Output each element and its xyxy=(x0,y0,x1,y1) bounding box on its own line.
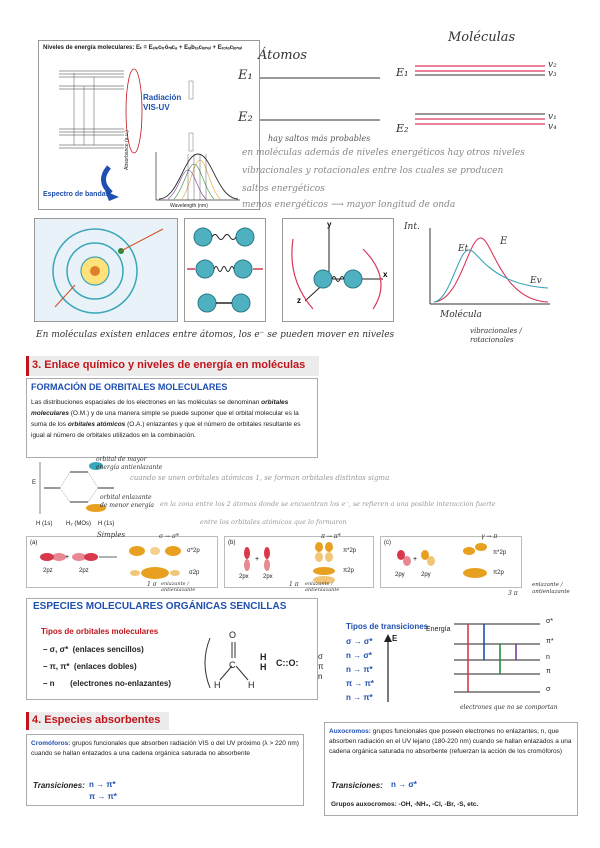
lewis-co: C::O: xyxy=(276,658,299,668)
graph-et-label: Et xyxy=(458,244,469,254)
b-count: 1 π xyxy=(289,581,299,588)
pi-y-svg xyxy=(381,537,521,587)
auxocromos-title: Auxocromos: xyxy=(329,728,371,735)
c-pi-star: π*2p xyxy=(493,550,507,556)
a-sigma-star: σ*2p xyxy=(187,548,200,554)
hw-bonding: orbital enlazante de menor energía xyxy=(100,494,154,509)
svg-text:y: y xyxy=(327,220,332,229)
note-levels-1: en moléculas además de niveles energéticos hay otros niveles xyxy=(242,148,525,158)
molecules-heading: Moléculas xyxy=(448,30,516,45)
a-simples: Simples xyxy=(97,531,126,539)
svg-text:x: x xyxy=(383,270,388,279)
b-2px-2: 2px xyxy=(263,574,273,580)
mol-h1: H xyxy=(214,680,221,690)
b-note: enlazante / antienlazante xyxy=(305,581,340,593)
hw-zone-2: entre los orbitales atómicos que lo formaron xyxy=(200,518,347,526)
a-enl-count: 1 σ xyxy=(147,581,157,588)
crom-t2: π → π* xyxy=(89,792,117,801)
b-pi-star: π*2p xyxy=(343,548,357,554)
lvl-n: n xyxy=(546,654,550,661)
wavelength-axis-label: Wavelength (nm) xyxy=(170,203,208,209)
cromoforos-title: Cromóforos: xyxy=(31,740,71,747)
molecule-bottom-brace: vibracionales / rotacionales xyxy=(470,327,522,344)
energy-arrow xyxy=(382,634,396,704)
panel-b-label: (b) xyxy=(228,540,236,546)
note-levels-3: saltos energéticos xyxy=(242,184,325,194)
panel-a-label: (a) xyxy=(30,540,38,546)
auxocromos-desc: grupos funcionales que poseen electrones no enlazantes, n, que absorben radiación en el UV lejano (180-220 nm) cuando se hallan enlazados a una cadena orgánica saturada no absorbente (refuerzan la acción de los cromóforos) xyxy=(329,728,572,755)
mo-type-2: – π, π* (enlaces dobles) xyxy=(43,662,137,671)
tr-2: n → σ* xyxy=(346,651,372,660)
level-v3: v₃ xyxy=(548,69,557,79)
atom-e1: E₁ xyxy=(238,68,253,83)
aux-t1: n → σ* xyxy=(391,780,417,789)
c-transition: γ → π xyxy=(481,533,498,540)
orbitals-formation-title: FORMACIÓN DE ORBITALES MOLECULARES xyxy=(31,382,228,392)
svg-text:+: + xyxy=(65,554,70,561)
pi-y-orbitals-panel xyxy=(380,533,522,588)
graph-ev-label: Ev xyxy=(530,276,542,286)
atom-molecule-levels xyxy=(250,58,580,138)
p1: Las distribuciones espaciales de los electrones en las moléculas se denominan xyxy=(31,399,260,406)
rotation-svg xyxy=(283,219,393,321)
lewis-structure: H H xyxy=(260,652,267,672)
p2-bold: orbitales atómicos xyxy=(67,421,126,428)
tr-3: n → π* xyxy=(346,665,373,674)
crom-t1: n → π* xyxy=(89,780,116,789)
lvl-sigma: σ xyxy=(546,686,551,693)
legend-sigma: σ xyxy=(318,652,323,661)
atom-e2: E₂ xyxy=(238,110,253,125)
species-hw-note: electrones que no se comportan xyxy=(460,704,558,711)
lvl-sigma-star: σ* xyxy=(546,618,554,625)
p2: (O.M.) y de una manera simple se puede suponer que el orbital molecular es la suma de los xyxy=(31,410,299,428)
mo-type-1: – σ, σ* (enlaces sencillos) xyxy=(43,645,144,654)
radiation-label: Radiación VIS-UV xyxy=(143,93,182,112)
mo-h1: H (1s) xyxy=(36,521,53,527)
absorbance-axis-label: Absorbance (a.u.) xyxy=(124,130,130,170)
c-2py-2: 2py xyxy=(421,572,431,578)
level-v2: v₂ xyxy=(548,60,557,70)
level-v1: v₁ xyxy=(548,112,557,122)
legend-n: n xyxy=(318,672,323,681)
vibration-modes-figure xyxy=(184,218,266,322)
sigma-svg xyxy=(27,537,217,587)
b-transition: π → π* xyxy=(321,533,341,540)
b-2px-1: 2px xyxy=(239,574,249,580)
tr-4: π → π* xyxy=(346,679,374,688)
c-pi: π2p xyxy=(493,570,504,576)
c-2py-1: 2py xyxy=(395,572,405,578)
transitions-title: Tipos de transiciones xyxy=(346,622,429,631)
level-v4: v₄ xyxy=(548,122,557,132)
mo-h3: H (1s) xyxy=(98,521,115,527)
sigma-orbitals-panel xyxy=(26,531,218,593)
aux-groups: Grupos auxocromos: -OH, -NH₂, -Cl, -Br, -S, etc. xyxy=(331,801,479,808)
mo-types-title: Tipos de orbitales moleculares xyxy=(41,627,159,636)
band-spectrum-chart xyxy=(144,148,244,210)
mol-h2: H xyxy=(248,680,255,690)
svg-text:z: z xyxy=(297,296,301,305)
energy-axis-e: E xyxy=(392,634,398,643)
orbitals-formation-text xyxy=(31,397,313,441)
intensity-graph xyxy=(420,222,560,322)
section3-title: 3. Enlace químico y niveles de energía en moléculas xyxy=(32,359,306,371)
orbitals-formation-box xyxy=(26,378,318,458)
molecule-bottom-note: En moléculas existen enlaces entre átomos, los e⁻ se pueden mover en niveles xyxy=(36,330,395,340)
hw-zone: en la zona entre los 2 átomos donde se encuentran los e⁻, se refieren a una posible interacción fuerte xyxy=(160,500,496,508)
lvl-pi-star: π* xyxy=(546,638,554,645)
auxocromos-text xyxy=(329,727,573,757)
svg-text:+: + xyxy=(413,556,418,563)
a-transition: σ → σ* xyxy=(159,533,180,540)
graph-y-label: Int. xyxy=(404,222,420,232)
atoms-heading: Átomos xyxy=(258,48,308,63)
a-2pz-2: 2pz xyxy=(79,568,89,574)
p1-bold: orbitales moleculares xyxy=(31,399,289,417)
crom-trans-label: Transiciones: xyxy=(33,781,85,790)
c-note: enlazante / antienlazante xyxy=(532,582,570,595)
cromoforos-box xyxy=(26,734,304,806)
c-count: 3 π xyxy=(508,590,518,597)
note-probable: hay saltos más probables xyxy=(268,134,371,143)
cromoforos-desc: grupos funcionales que absorben radiación VIS o del UV próximo (λ > 220 nm) cuando se hallan enlazados a una cadena orgánica saturada no absorbente xyxy=(31,740,299,757)
svg-text:+: + xyxy=(255,556,260,563)
tr-5: n → π* xyxy=(346,693,373,702)
mol-c: C xyxy=(229,660,236,670)
hw-sigma: cuando se unen orbitales atómicos 1, se forman orbitales distintos sigma xyxy=(130,474,390,482)
panel-c-label: (c) xyxy=(384,540,391,546)
band-spectrum-label: Espectro de bandas xyxy=(43,191,110,198)
graph-e-label: E xyxy=(500,236,508,247)
pi-orbitals-panel xyxy=(224,533,374,593)
a-sigma: σ2p xyxy=(189,570,200,576)
a-enl-note: enlazante / antienlazante xyxy=(161,581,196,593)
lvl-pi: π xyxy=(546,668,551,675)
mo-e-axis: E xyxy=(32,480,37,486)
vibration-svg xyxy=(185,219,265,321)
figure-title: Niveles de energía moleculares: Eₜ = Eₑₗₑcₜᵣóₙᵢcₐ + Eᵥᵢbᵣₐcᵢₒₙₐₗ + Eᵣₒₜₐcᵢₒₙₐₗ xyxy=(43,45,243,51)
mol-e1: E₁ xyxy=(396,66,409,79)
orbits-svg xyxy=(35,219,177,321)
tr-1: σ → σ* xyxy=(346,637,373,646)
hw-antibonding: orbital de mayor energía antienlazante xyxy=(96,456,163,471)
atom-orbits-figure xyxy=(34,218,178,322)
mol-e2: E₂ xyxy=(396,122,409,135)
b-pi: π2p xyxy=(343,568,354,574)
mo-type-3: – n (electrones no-enlazantes) xyxy=(43,679,172,688)
species-title: ESPECIES MOLECULARES ORGÁNICAS SENCILLAS xyxy=(33,601,287,612)
section4-title: 4. Especies absorbentes xyxy=(32,714,161,726)
rotation-figure xyxy=(282,218,394,322)
note-levels-4: menos energéticos ⟶ mayor longitud de onda xyxy=(242,200,456,210)
aux-trans-label: Transiciones: xyxy=(331,781,383,790)
legend-pi: π xyxy=(318,662,324,671)
mol-o: O xyxy=(229,630,237,640)
p3: (O.A.) enlazantes y que el número de orbitales resultante es igual al número de orbitales utilizados en la combinación. xyxy=(31,421,301,439)
mo-h2: H₂ (MOs) xyxy=(66,521,91,527)
auxocromos-box xyxy=(324,722,578,816)
energia-label: Energía xyxy=(426,626,451,633)
note-levels-2: vibracionales y rotacionales entre los cuales se producen xyxy=(242,166,504,176)
a-2pz-1: 2pz xyxy=(43,568,53,574)
graph-x-label: Molécula xyxy=(440,310,482,320)
cromoforos-text xyxy=(31,739,299,759)
